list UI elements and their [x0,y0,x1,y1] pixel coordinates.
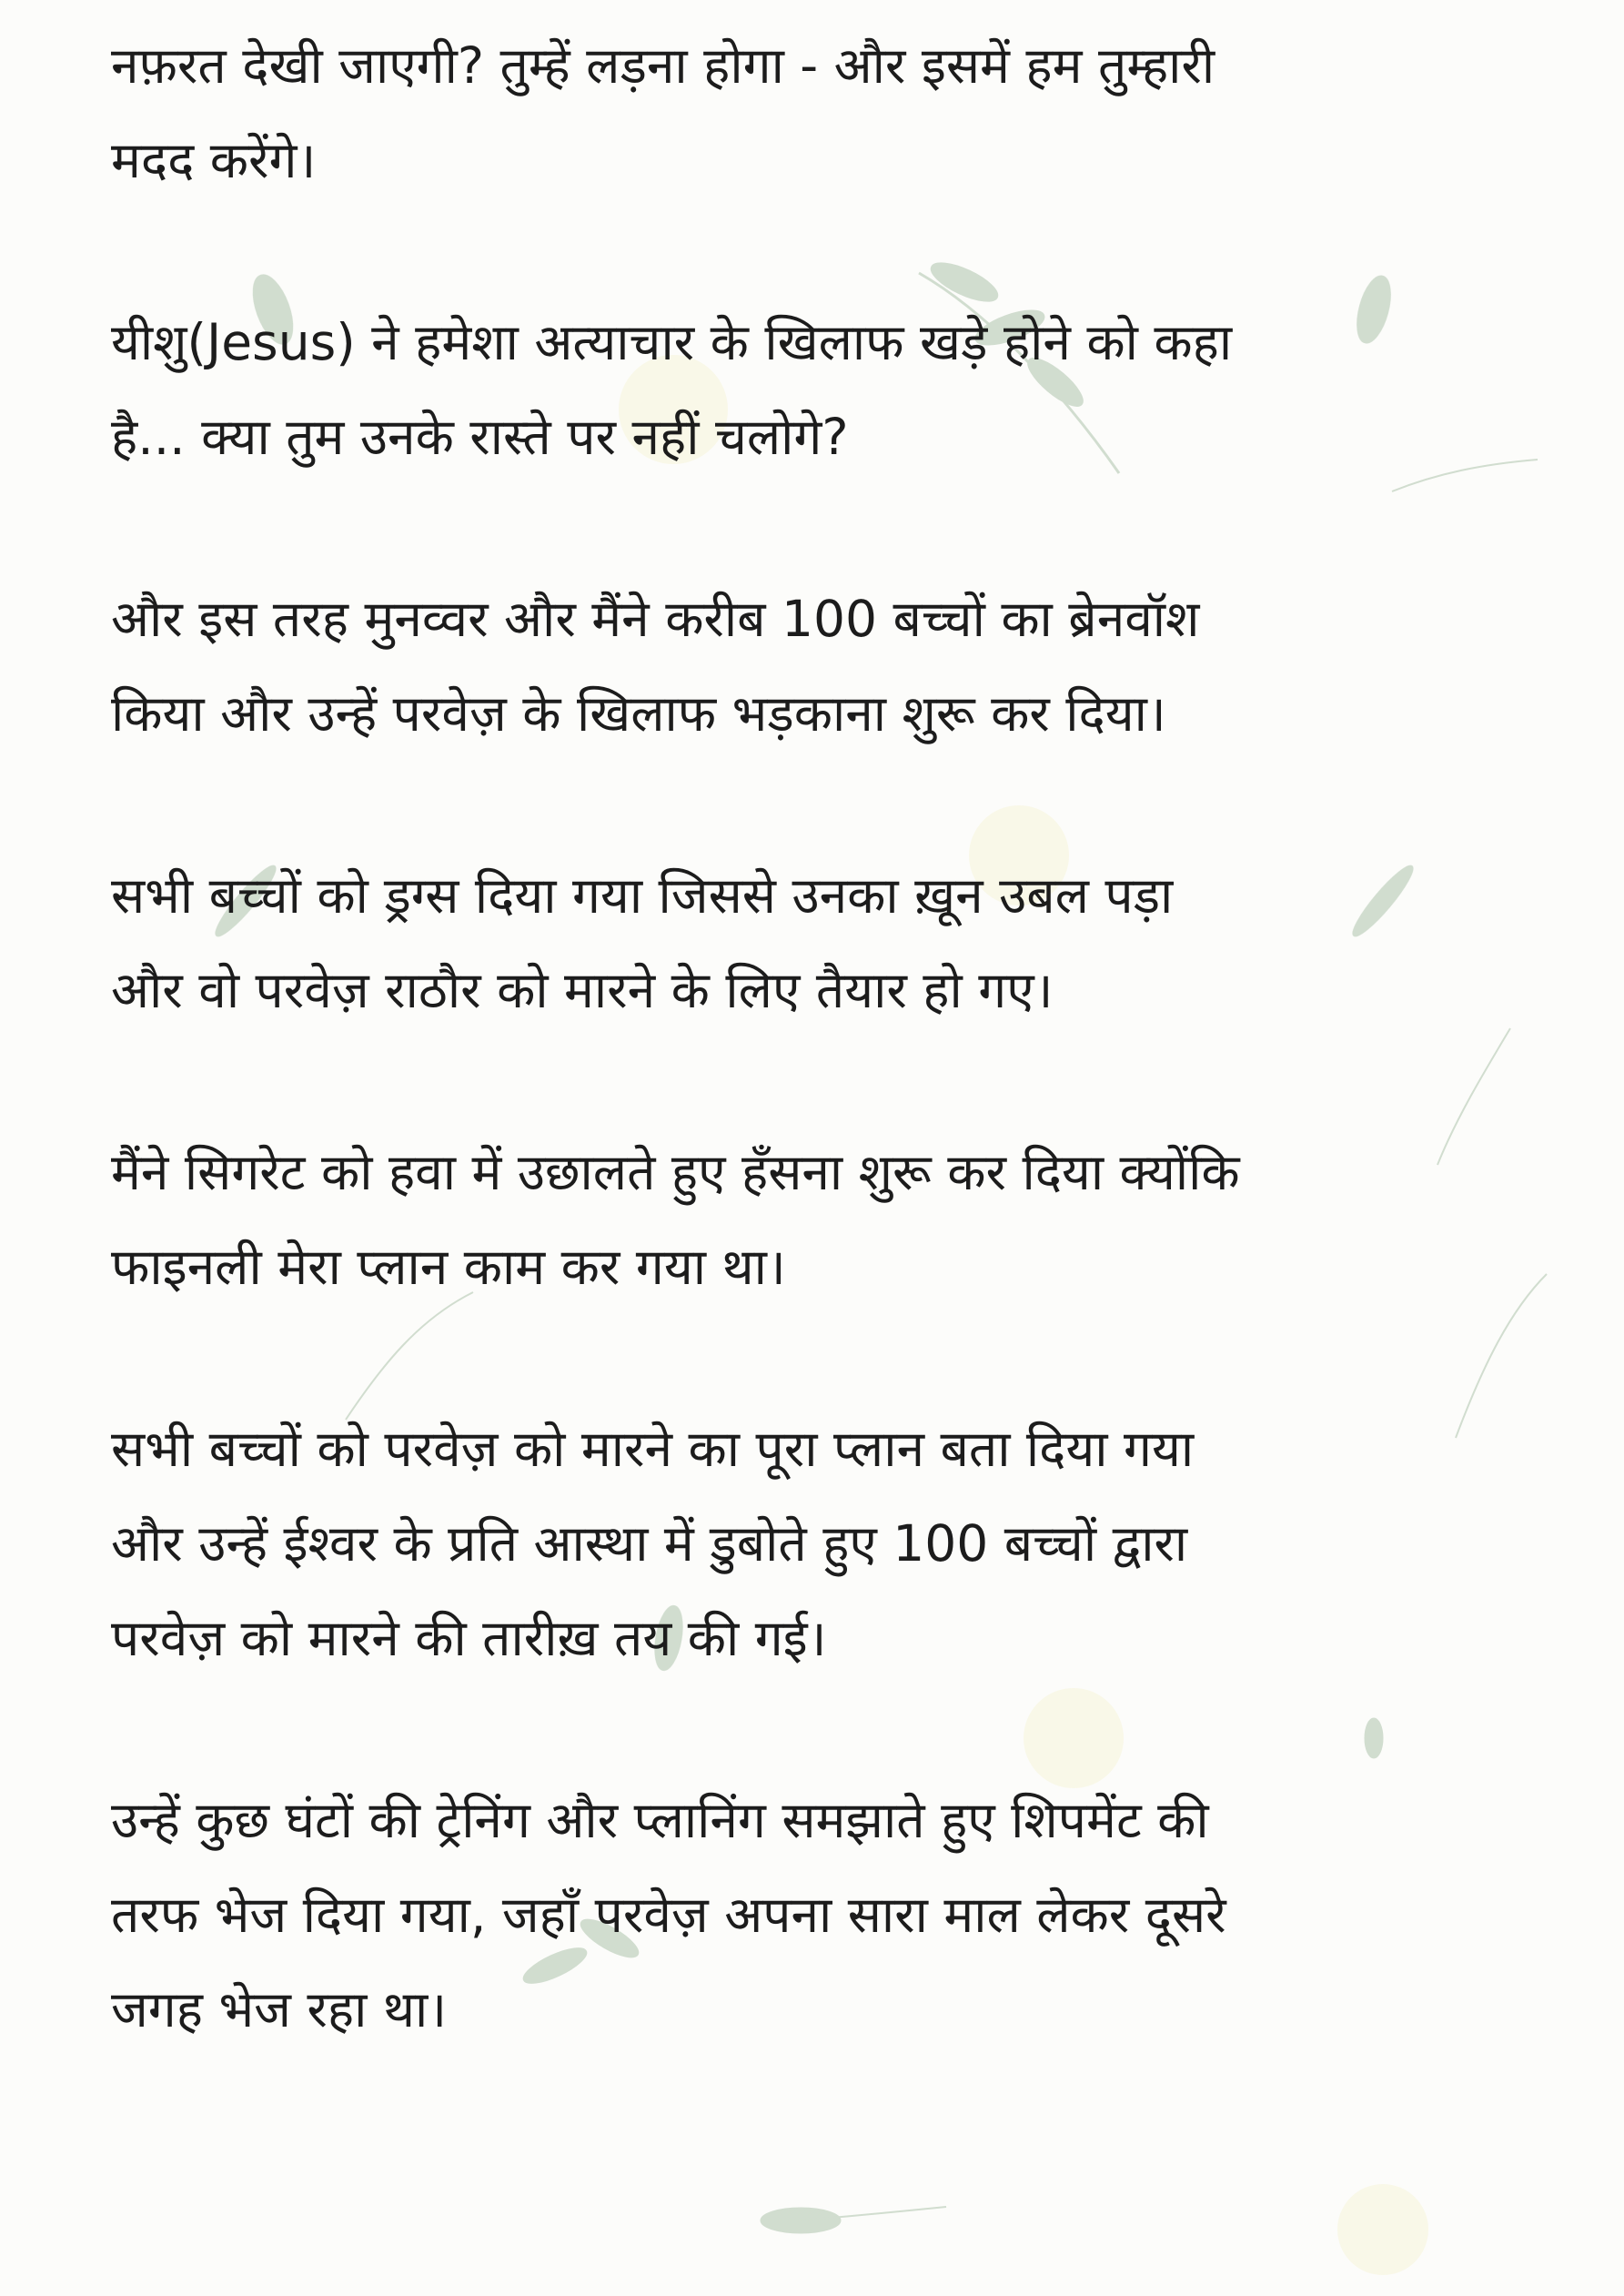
text-line: मदद करेंगे। [111,131,317,189]
text-line: परवेज़ को मारने की तारीख़ तय की गई। [111,1609,827,1667]
text-line: जगह भेज रहा था। [111,1980,448,2038]
paragraph [111,1125,1530,1314]
paragraph [111,1401,1530,1685]
text-line: फाइनली मेरा प्लान काम कर गया था। [111,1238,786,1296]
paragraph [111,571,1530,761]
paragraph [111,18,1530,207]
paragraph [111,1773,1530,2057]
text-line: और वो परवेज़ राठौर को मारने के लिए तैयार हो गए। [111,961,1054,1019]
text-line: है... क्या तुम उनके रास्ते पर नहीं चलोगे? [111,408,849,466]
text-line: नफ़रत देखी जाएगी? तुम्हें लड़ना होगा - और इसमें हम तुम्हारी [111,36,1215,95]
text-line: और उन्हें ईश्वर के प्रति आस्था में डुबोते हुए 100 बच्चों द्वारा [111,1514,1188,1573]
text-line: मैंने सिगरेट को हवा में उछालते हुए हँसना शुरू कर दिया क्योंकि [111,1143,1240,1201]
text-line: तरफ भेज दिया गया, जहाँ परवेज़ अपना सारा माल लेकर दूसरे [111,1886,1226,1944]
paragraph [111,848,1530,1037]
text-line: और इस तरह मुनव्वर और मैंने करीब 100 बच्चों का ब्रेनवॉश [111,590,1200,648]
text-line: यीशु(Jesus) ने हमेशा अत्याचार के खिलाफ खड़े होने को कहा [111,313,1233,371]
text-line: सभी बच्चों को परवेज़ को मारने का पूरा प्लान बता दिया गया [111,1420,1195,1478]
text-line: किया और उन्हें परवेज़ के खिलाफ भड़काना शुरू कर दिया। [111,684,1166,743]
text-line: सभी बच्चों को ड्रग्स दिया गया जिससे उनका ख़ून उबल पड़ा [111,866,1174,925]
paragraph [111,295,1530,484]
text-line: उन्हें कुछ घंटों की ट्रेनिंग और प्लानिंग समझाते हुए शिपमेंट की [111,1791,1209,1849]
document-page [111,18,1530,2144]
